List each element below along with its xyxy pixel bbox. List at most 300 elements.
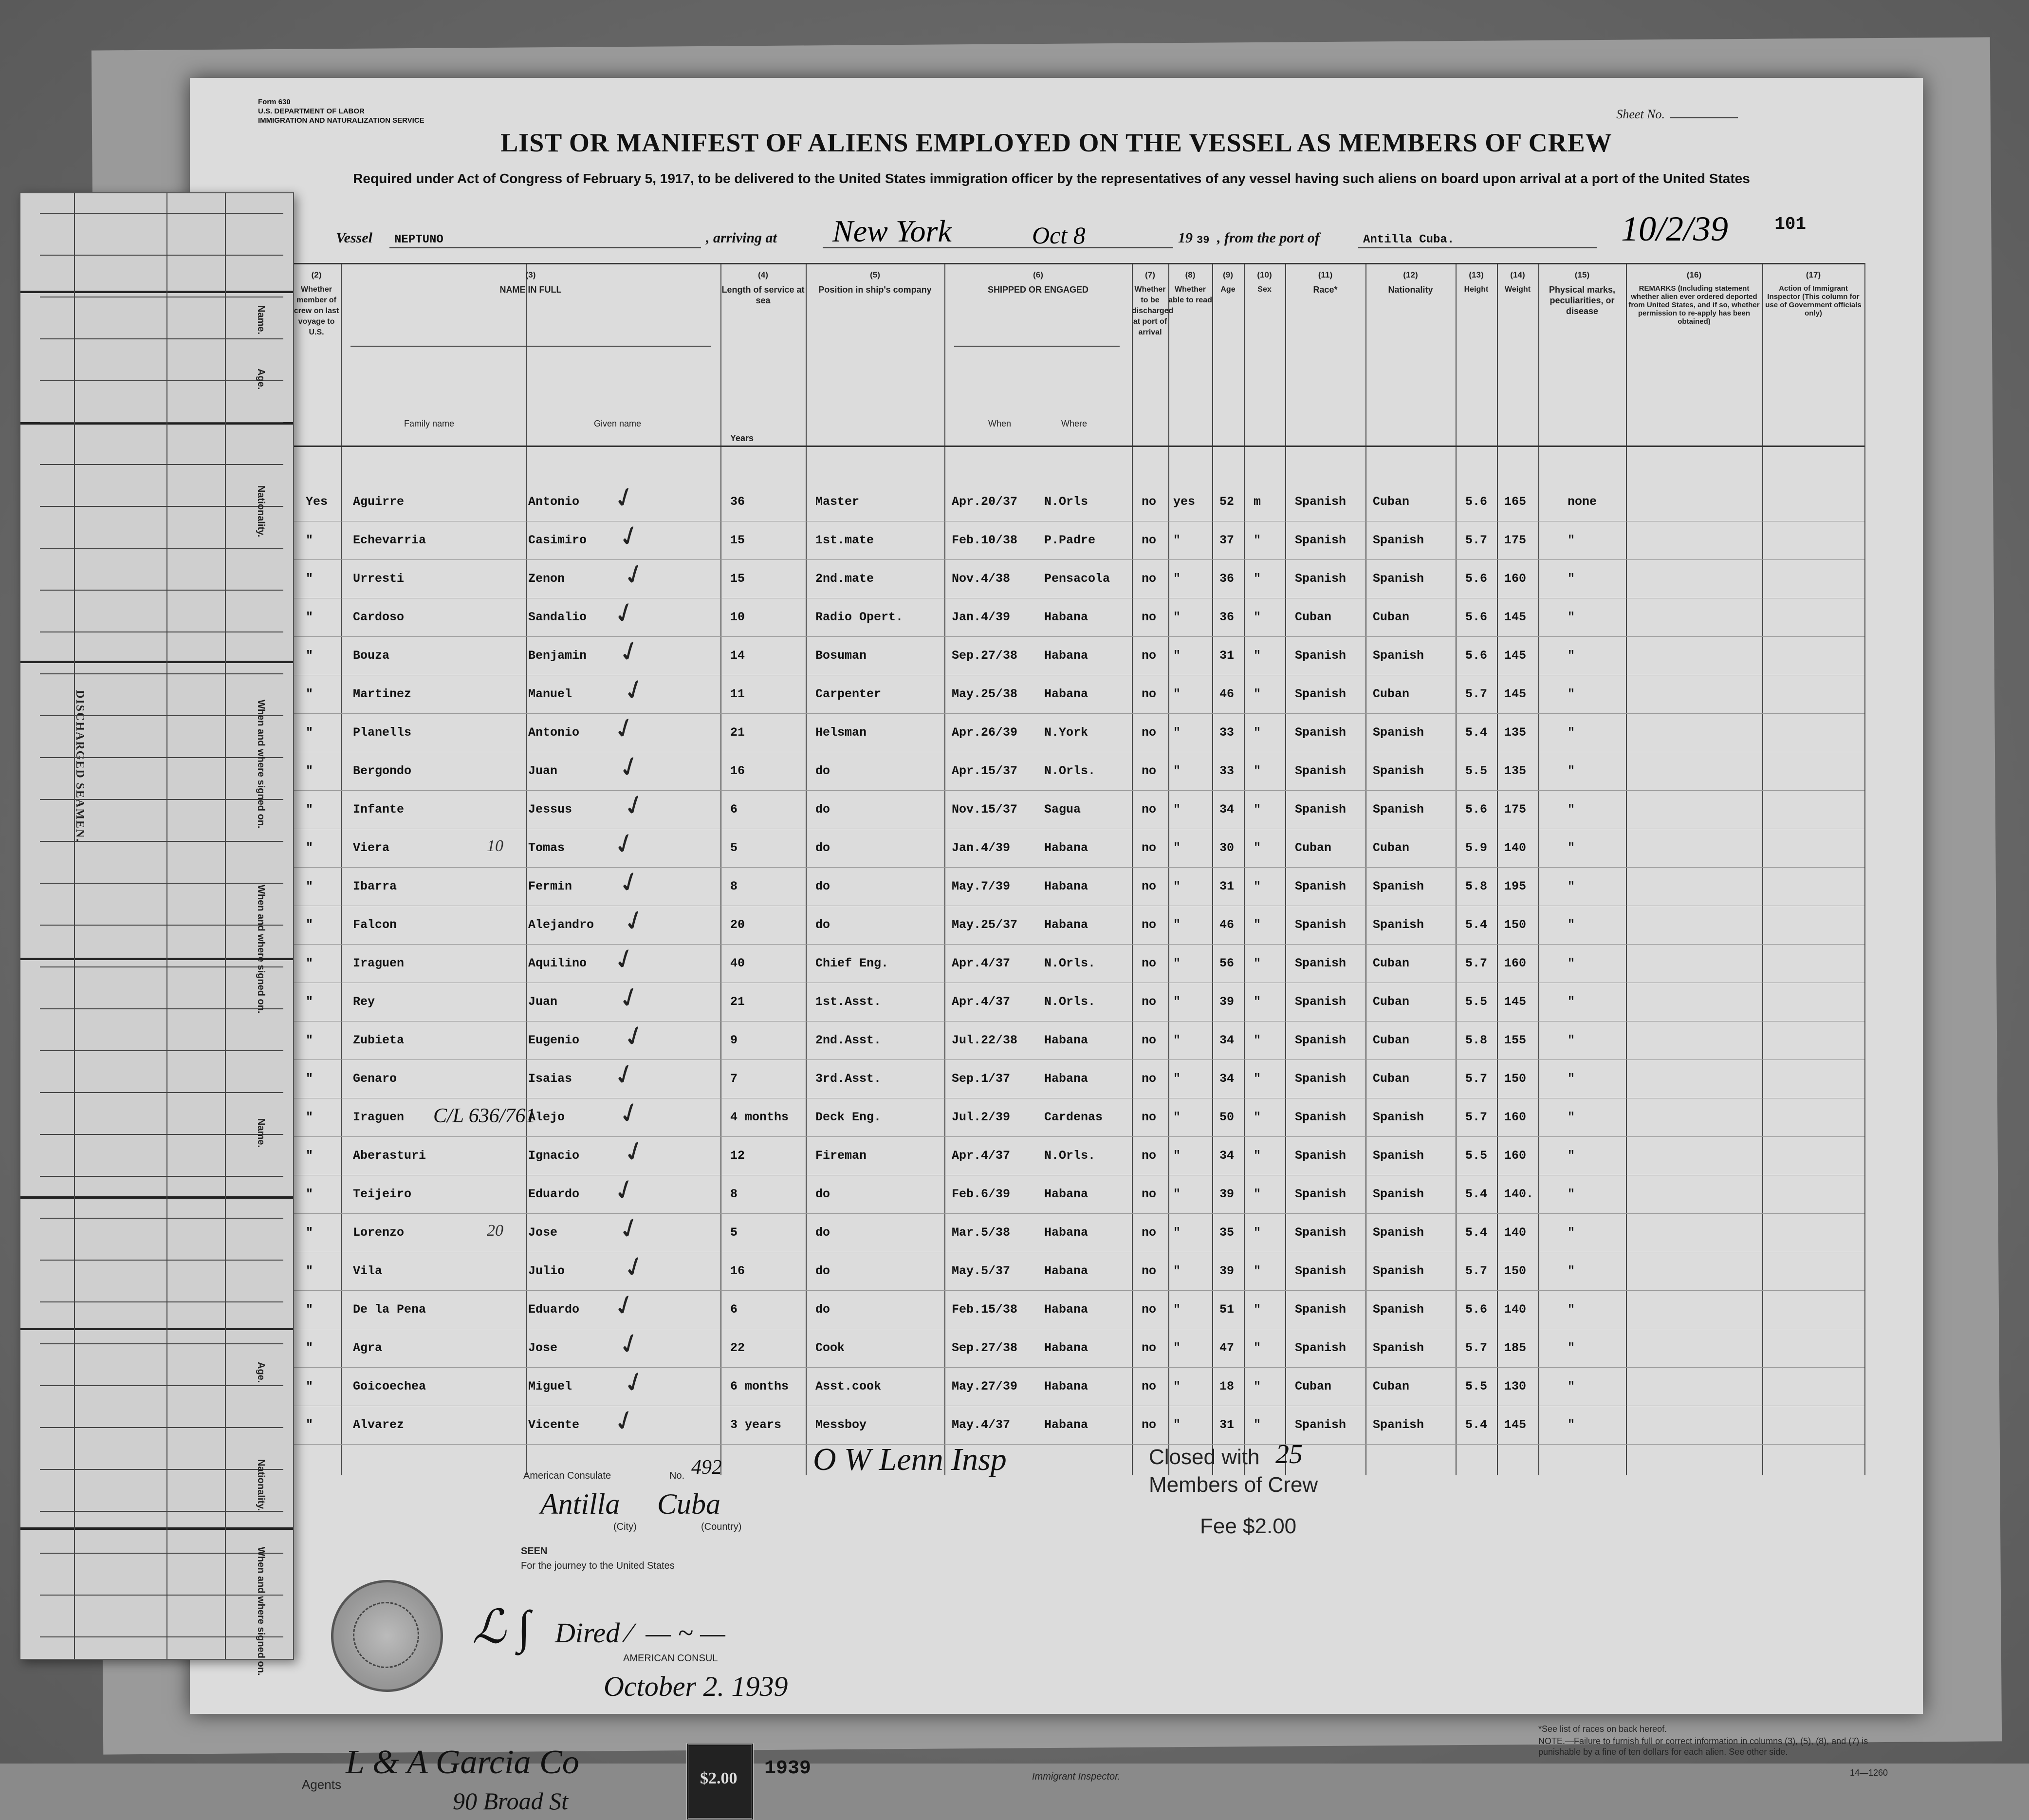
table-cell: Habana — [1044, 1302, 1088, 1317]
table-cell: Spanish — [1295, 1418, 1347, 1432]
check-mark: ✓ — [609, 941, 641, 978]
slip-rule — [40, 1050, 283, 1051]
table-cell: Goicoechea — [353, 1379, 426, 1393]
table-cell: Cuban — [1373, 610, 1410, 624]
table-cell: 160 — [1504, 1110, 1527, 1124]
table-cell: Cuban — [1373, 1033, 1410, 1047]
slip-rule — [40, 1469, 283, 1470]
table-cell: Spanish — [1295, 533, 1347, 547]
table-cell: 10 — [730, 610, 745, 624]
table-column-divider — [806, 263, 807, 1475]
slip-section-rule — [20, 661, 293, 663]
slip-rule — [40, 1301, 283, 1302]
column-label: Race* — [1313, 285, 1338, 295]
table-cell: Habana — [1044, 1033, 1088, 1047]
table-cell: 135 — [1504, 725, 1527, 740]
table-cell: Fireman — [815, 1149, 867, 1163]
column-number: (3) — [525, 270, 536, 279]
table-cell: Spanish — [1295, 649, 1347, 663]
slip-rule — [40, 966, 283, 967]
inspector-label: Immigrant Inspector. — [1032, 1771, 1121, 1782]
table-cell: 160 — [1504, 572, 1527, 586]
table-cell: Spanish — [1373, 1341, 1424, 1355]
table-cell: " — [306, 1226, 314, 1240]
check-mark: ✓ — [609, 480, 641, 517]
check-mark: ✓ — [613, 1326, 646, 1363]
check-mark: ✓ — [613, 749, 646, 786]
table-cell: 22 — [730, 1341, 745, 1355]
consulate-no-value: 492 — [691, 1456, 722, 1479]
handwritten-mark: 20 — [487, 1222, 503, 1240]
slip-label: When and where signed on. — [256, 700, 266, 829]
column-header — [1244, 263, 1285, 295]
check-mark: ✓ — [609, 1287, 641, 1324]
table-cell: Echevarria — [353, 533, 426, 547]
table-cell: Spanish — [1295, 495, 1347, 509]
consulate-label: American Consulate — [523, 1470, 611, 1481]
table-cell: " — [1254, 1226, 1261, 1240]
table-cell: Agra — [353, 1341, 383, 1355]
table-cell: 6 — [730, 1302, 738, 1317]
handwritten-mark: 10 — [487, 837, 503, 855]
table-cell: 34 — [1219, 1072, 1235, 1086]
slip-rule — [40, 1427, 283, 1428]
slip-section-rule — [20, 1527, 293, 1530]
check-mark: ✓ — [609, 710, 641, 747]
slip-label: Age. — [256, 1362, 266, 1383]
table-cell: Falcon — [353, 918, 397, 932]
consul-signature-2: Dired ⁄ — ~ — — [555, 1617, 725, 1649]
table-cell: Deck Eng. — [815, 1110, 882, 1124]
table-cell: Juan — [528, 995, 558, 1009]
table-cell: Spanish — [1295, 572, 1347, 586]
table-cell: Spanish — [1295, 687, 1347, 701]
agents-label: Agents — [302, 1777, 341, 1792]
column-label: Physical marks, peculiarities, or disease — [1549, 285, 1616, 316]
table-cell: " — [1568, 841, 1575, 855]
table-cell: 33 — [1219, 764, 1235, 778]
table-cell: Spanish — [1373, 1418, 1424, 1432]
table-cell: 33 — [1219, 725, 1235, 740]
table-cell: 5.6 — [1465, 802, 1488, 817]
table-cell: " — [1254, 841, 1261, 855]
slip-rule — [40, 213, 283, 214]
table-cell: 140 — [1504, 1302, 1527, 1317]
table-row-rule — [292, 559, 1864, 560]
table-cell: 30 — [1219, 841, 1235, 855]
table-cell: " — [1173, 725, 1181, 740]
table-cell: Habana — [1044, 918, 1088, 932]
column-header — [1762, 263, 1864, 317]
table-cell: Spanish — [1295, 1264, 1347, 1278]
table-cell: Tomas — [528, 841, 565, 855]
table-cell: " — [1568, 1187, 1575, 1201]
table-cell: no — [1142, 1418, 1157, 1432]
table-cell: no — [1142, 879, 1157, 893]
table-cell: Apr.4/37 — [952, 1149, 1011, 1163]
table-cell: " — [306, 533, 314, 547]
table-cell: 150 — [1504, 1072, 1527, 1086]
table-cell: Spanish — [1373, 879, 1424, 893]
table-cell: 11 — [730, 687, 745, 701]
table-cell: Spanish — [1295, 1149, 1347, 1163]
table-cell: do — [815, 1226, 830, 1240]
table-cell: " — [1568, 725, 1575, 740]
table-cell: do — [815, 841, 830, 855]
table-cell: Apr.15/37 — [952, 764, 1018, 778]
closed-with-stamp: Closed with — [1149, 1445, 1260, 1469]
table-cell: no — [1142, 533, 1157, 547]
table-cell: " — [306, 725, 314, 740]
table-cell: 5.4 — [1465, 1226, 1488, 1240]
table-cell: 145 — [1504, 610, 1527, 624]
table-cell: " — [1173, 1264, 1181, 1278]
table-cell: 47 — [1219, 1341, 1235, 1355]
table-cell: " — [1254, 1264, 1261, 1278]
table-cell: 36 — [1219, 610, 1235, 624]
form-line: IMMIGRATION AND NATURALIZATION SERVICE — [258, 116, 424, 125]
table-cell: " — [1254, 725, 1261, 740]
table-cell: 56 — [1219, 956, 1235, 970]
column-header — [292, 263, 341, 338]
table-cell: " — [1568, 956, 1575, 970]
table-cell: " — [1568, 687, 1575, 701]
table-cell: Antonio — [528, 725, 580, 740]
table-cell: Spanish — [1295, 1341, 1347, 1355]
country-label: (Country) — [701, 1522, 742, 1532]
table-cell: De la Pena — [353, 1302, 426, 1317]
header-subrule — [954, 346, 1120, 347]
table-cell: Bergondo — [353, 764, 412, 778]
table-cell: Alejandro — [528, 918, 594, 932]
table-cell: Alejo — [528, 1110, 565, 1124]
table-cell: 155 — [1504, 1033, 1527, 1047]
table-cell: Spanish — [1373, 649, 1424, 663]
table-cell: Spanish — [1373, 725, 1424, 740]
slip-rule — [40, 338, 283, 339]
table-cell: 1st.Asst. — [815, 995, 882, 1009]
table-column-divider — [1497, 263, 1498, 1475]
table-cell: 36 — [730, 495, 745, 509]
column-number: (5) — [870, 270, 880, 279]
table-cell: " — [1173, 1033, 1181, 1047]
table-cell: Spanish — [1295, 802, 1347, 817]
table-cell: 5.4 — [1465, 918, 1488, 932]
table-cell: 5.6 — [1465, 495, 1488, 509]
table-cell: do — [815, 1187, 830, 1201]
table-cell: 5 — [730, 1226, 738, 1240]
slip-rule — [40, 1636, 283, 1637]
table-cell: " — [306, 1110, 314, 1124]
table-cell: Habana — [1044, 879, 1088, 893]
sticker-title: DISCHARGED SEAMEN. — [74, 690, 86, 843]
table-cell: " — [1254, 610, 1261, 624]
year: 39 — [1197, 234, 1210, 246]
table-cell: 5.9 — [1465, 841, 1488, 855]
table-cell: Sagua — [1044, 802, 1081, 817]
table-header-rule — [292, 446, 1864, 447]
table-cell: 21 — [730, 995, 745, 1009]
check-mark: ✓ — [609, 826, 641, 863]
table-cell: Spanish — [1295, 1110, 1347, 1124]
table-cell: 175 — [1504, 533, 1527, 547]
page-title: LIST OR MANIFEST OF ALIENS EMPLOYED ON THE VESSEL AS MEMBERS OF CREW — [500, 128, 1612, 157]
table-cell: 140 — [1504, 1226, 1527, 1240]
slip-rule — [40, 1343, 283, 1344]
column-subheader: Where — [1061, 419, 1088, 428]
table-cell: " — [1173, 995, 1181, 1009]
table-cell: Sandalio — [528, 610, 587, 624]
table-cell: " — [1568, 1418, 1575, 1432]
slip-rule — [40, 1553, 283, 1554]
table-cell: Asst.cook — [815, 1379, 882, 1393]
table-cell: Habana — [1044, 1379, 1088, 1393]
table-cell: " — [1173, 802, 1181, 817]
form-line: Form 630 — [258, 98, 291, 106]
table-cell: 5.4 — [1465, 1187, 1488, 1201]
table-cell: 145 — [1504, 995, 1527, 1009]
table-cell: Aquilino — [528, 956, 587, 970]
vessel-line — [336, 209, 1894, 249]
table-cell: 160 — [1504, 956, 1527, 970]
table-row-rule — [292, 713, 1864, 714]
table-cell: Spanish — [1295, 725, 1347, 740]
table-cell: " — [1254, 1033, 1261, 1047]
table-cell: Ibarra — [353, 879, 397, 893]
table-cell: 150 — [1504, 918, 1527, 932]
table-cell: 150 — [1504, 1264, 1527, 1278]
table-cell: 2nd.mate — [815, 572, 874, 586]
slip-section-rule — [20, 958, 293, 960]
table-cell: 39 — [1219, 1187, 1235, 1201]
table-cell: Spanish — [1373, 1226, 1424, 1240]
table-cell: " — [1568, 649, 1575, 663]
table-cell: none — [1568, 495, 1597, 509]
consulate-no-label: No. — [669, 1470, 685, 1481]
table-cell: " — [1254, 533, 1261, 547]
table-cell: no — [1142, 1226, 1157, 1240]
table-cell: Aberasturi — [353, 1149, 426, 1163]
table-cell: " — [306, 1072, 314, 1086]
table-cell: May.27/39 — [952, 1379, 1018, 1393]
table-cell: Isaias — [528, 1072, 572, 1086]
table-column-divider — [1538, 263, 1539, 1475]
table-cell: 46 — [1219, 687, 1235, 701]
table-cell: May.7/39 — [952, 879, 1011, 893]
table-row-rule — [292, 1136, 1864, 1137]
table-cell: " — [1568, 1379, 1575, 1393]
table-cell: " — [306, 572, 314, 586]
check-mark: ✓ — [618, 1249, 651, 1286]
slip-label: Age. — [256, 369, 266, 390]
handwritten-note: C/L 636/761 — [433, 1105, 536, 1127]
table-cell: " — [1568, 764, 1575, 778]
table-cell: Spanish — [1373, 533, 1424, 547]
table-cell: 35 — [1219, 1226, 1235, 1240]
column-number: (9) — [1223, 270, 1233, 279]
column-number: (4) — [758, 270, 768, 279]
table-cell: 5.6 — [1465, 649, 1488, 663]
table-cell: " — [306, 1187, 314, 1201]
slip-rule — [40, 631, 283, 632]
table-cell: Cardoso — [353, 610, 405, 624]
table-row-rule — [292, 790, 1864, 791]
table-cell: " — [306, 610, 314, 624]
table-cell: no — [1142, 1379, 1157, 1393]
table-cell: Sep.1/37 — [952, 1072, 1011, 1086]
column-header — [1285, 263, 1365, 295]
table-cell: " — [1254, 1149, 1261, 1163]
consulate-seal — [331, 1580, 443, 1692]
table-cell: Teijeiro — [353, 1187, 412, 1201]
header-subrule — [350, 346, 711, 347]
vessel-name: NEPTUNO — [394, 233, 443, 246]
table-row-rule — [292, 1290, 1864, 1291]
arriving-label: , arriving at — [706, 230, 777, 246]
column-number: (12) — [1403, 270, 1418, 279]
table-cell: Spanish — [1373, 1187, 1424, 1201]
fee-stamp: Fee $2.00 — [1200, 1514, 1297, 1538]
check-mark: ✓ — [618, 1133, 651, 1170]
table-cell: 130 — [1504, 1379, 1527, 1393]
table-cell: Feb.10/38 — [952, 533, 1018, 547]
table-cell: " — [306, 649, 314, 663]
slip-column-divider — [225, 193, 226, 1659]
column-number: (10) — [1257, 270, 1272, 279]
consul-signature: ℒ ∫ — [472, 1601, 531, 1653]
table-cell: Cuban — [1373, 841, 1410, 855]
check-mark: ✓ — [618, 903, 651, 940]
column-header — [1456, 263, 1497, 295]
slip-rule — [40, 1595, 283, 1596]
table-cell: Habana — [1044, 1226, 1088, 1240]
table-cell: 5.8 — [1465, 879, 1488, 893]
table-row-rule — [292, 1367, 1864, 1368]
table-cell: Zenon — [528, 572, 565, 586]
table-cell: 21 — [730, 725, 745, 740]
table-cell: Habana — [1044, 610, 1088, 624]
table-cell: " — [1173, 841, 1181, 855]
table-cell: no — [1142, 687, 1157, 701]
slip-rule — [40, 883, 283, 884]
table-cell: Ignacio — [528, 1149, 580, 1163]
table-cell: " — [306, 879, 314, 893]
table-cell: 160 — [1504, 1149, 1527, 1163]
table-cell: 5.5 — [1465, 1149, 1488, 1163]
stamp-year: 1939 — [764, 1758, 812, 1780]
table-cell: " — [1568, 995, 1575, 1009]
table-cell: Cook — [815, 1341, 845, 1355]
table-cell: Cuban — [1373, 1072, 1410, 1086]
table-cell: 5.7 — [1465, 1110, 1488, 1124]
table-cell: Cardenas — [1044, 1110, 1103, 1124]
check-mark: ✓ — [613, 980, 646, 1017]
table-cell: no — [1142, 1149, 1157, 1163]
table-cell: 34 — [1219, 802, 1235, 817]
check-mark: ✓ — [613, 1210, 646, 1247]
table-cell: do — [815, 764, 830, 778]
table-cell: no — [1142, 1187, 1157, 1201]
slip-label: When and where signed on. — [256, 1547, 266, 1676]
table-cell: " — [1173, 687, 1181, 701]
table-cell: " — [1568, 1264, 1575, 1278]
table-cell: " — [1568, 572, 1575, 586]
table-cell: " — [1173, 956, 1181, 970]
table-cell: " — [306, 841, 314, 855]
table-column-divider — [1762, 263, 1763, 1475]
sheet-number: 101 — [1774, 214, 1806, 234]
table-cell: " — [1173, 1418, 1181, 1432]
table-cell: Cuban — [1373, 1379, 1410, 1393]
table-cell: 8 — [730, 879, 738, 893]
table-cell: Manuel — [528, 687, 572, 701]
table-column-divider — [341, 263, 342, 1475]
table-row-rule — [292, 944, 1864, 945]
table-cell: " — [1568, 1149, 1575, 1163]
table-cell: yes — [1173, 495, 1196, 509]
slip-rule — [40, 1092, 283, 1093]
table-cell: 5.7 — [1465, 1264, 1488, 1278]
table-cell: " — [1173, 764, 1181, 778]
table-cell: Bouza — [353, 649, 390, 663]
table-cell: Planells — [353, 725, 412, 740]
revenue-stamp — [686, 1743, 754, 1820]
table-cell: Spanish — [1373, 1264, 1424, 1278]
table-cell: Zubieta — [353, 1033, 405, 1047]
table-cell: 5.6 — [1465, 1302, 1488, 1317]
table-cell: Feb.15/38 — [952, 1302, 1018, 1317]
table-cell: Spanish — [1295, 1072, 1347, 1086]
table-cell: Lorenzo — [353, 1226, 405, 1240]
column-number: (11) — [1318, 270, 1333, 279]
column-label: Age — [1220, 285, 1236, 294]
table-cell: 51 — [1219, 1302, 1235, 1317]
table-cell: N.Orls. — [1044, 956, 1096, 970]
table-cell: 5.6 — [1465, 572, 1488, 586]
table-cell: " — [1173, 533, 1181, 547]
table-cell: Spanish — [1373, 1302, 1424, 1317]
table-cell: May.4/37 — [952, 1418, 1011, 1432]
table-cell: " — [1568, 610, 1575, 624]
table-cell: " — [306, 1264, 314, 1278]
column-number: (13) — [1469, 270, 1484, 279]
table-cell: do — [815, 802, 830, 817]
table-cell: " — [306, 802, 314, 817]
table-cell: no — [1142, 1264, 1157, 1278]
table-cell: " — [1568, 533, 1575, 547]
table-cell: Eduardo — [528, 1302, 580, 1317]
table-cell: " — [306, 995, 314, 1009]
table-cell: " — [1254, 572, 1261, 586]
column-header — [1626, 263, 1762, 326]
table-cell: 31 — [1219, 879, 1235, 893]
column-label: Whether to be discharged at port of arrival — [1132, 285, 1174, 336]
table-cell: " — [1254, 687, 1261, 701]
table-cell: Julio — [528, 1264, 565, 1278]
check-mark: ✓ — [613, 864, 646, 901]
slip-rule — [40, 1134, 283, 1135]
column-number: (7) — [1145, 270, 1155, 279]
table-cell: 36 — [1219, 572, 1235, 586]
table-cell: " — [1568, 879, 1575, 893]
slip-label: Name. — [256, 1118, 266, 1148]
table-cell: no — [1142, 572, 1157, 586]
slip-rule — [40, 1260, 283, 1261]
column-header — [341, 263, 720, 295]
table-column-divider — [1285, 263, 1286, 1475]
table-cell: Apr.4/37 — [952, 995, 1011, 1009]
table-cell: Spanish — [1373, 918, 1424, 932]
